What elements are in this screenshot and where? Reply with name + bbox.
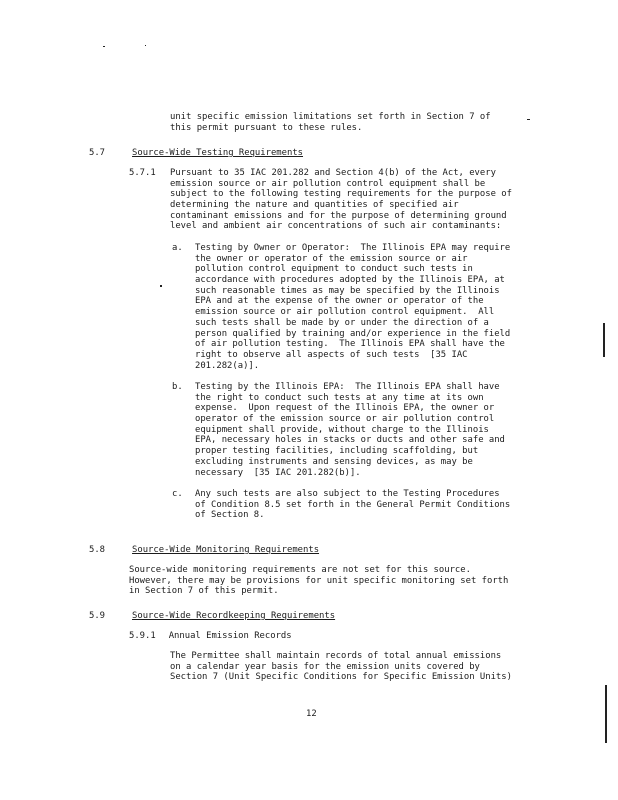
section-number: 5.8	[89, 545, 106, 555]
subsection-number: 5.9.1	[129, 631, 156, 641]
section-5-9-heading	[89, 611, 335, 622]
text-line: accordance with procedures adopted by the Illinois EPA, at	[195, 275, 505, 286]
text-line: Pursuant to 35 IAC 201.282 and Section 4(b) of the Act, every	[170, 168, 496, 178]
text-line: The Permittee shall maintain records of total annual emissions	[170, 651, 502, 661]
text-line: Any such tests are also subject to the Testing Procedures	[195, 489, 500, 499]
text-line: of Section 8.	[195, 510, 265, 521]
text-line: equipment shall provide, without charge to the Illinois	[195, 424, 489, 435]
text-line: the owner or operator of the emission source or air	[195, 253, 468, 264]
text-line: subject to the following testing requirements for the purpose of	[170, 189, 512, 200]
text-line: right to observe all aspects of such tests [35 IAC	[195, 349, 468, 360]
scan-speck	[145, 45, 146, 46]
scan-speck	[103, 46, 105, 47]
text-line: expense. Upon request of the Illinois EPA, the owner or	[195, 403, 495, 414]
text-line: such tests shall be made by or under the direction of a	[195, 317, 489, 328]
text-line: 201.282(a)].	[195, 360, 260, 371]
text-line: proper testing facilities, including scaffolding, but	[195, 446, 479, 457]
text-line: Source-wide monitoring requirements are not set for this source.	[129, 565, 471, 575]
section-title: Source-Wide Recordkeeping Requirements	[132, 611, 336, 621]
text-line: operator of the emission source or air pollution control	[195, 414, 495, 425]
list-item-b-body	[195, 382, 505, 478]
text-line: EPA and at the expense of the owner or operator of the	[195, 296, 484, 307]
text-line: of air pollution testing. The Illinois EPA shall have the	[195, 339, 505, 350]
text-line: emission source or air pollution control equipment. All	[195, 307, 495, 318]
text-line: this permit pursuant to these rules.	[170, 122, 363, 133]
section-5-8-heading	[89, 545, 319, 556]
list-item-c-body	[195, 489, 510, 521]
text-line: necessary [35 IAC 201.282(b)].	[195, 467, 361, 478]
scan-margin-mark	[603, 323, 605, 357]
subsection-number: 5.7.1	[129, 168, 156, 178]
list-item-a-body	[195, 243, 510, 371]
scan-speck	[527, 119, 530, 120]
text-line: in Section 7 of this permit.	[129, 586, 279, 597]
text-line: level and ambient air concentrations of such air contaminants:	[170, 221, 502, 232]
subsection-5-7-1-body	[170, 168, 512, 232]
intro-paragraph	[170, 112, 491, 133]
text-line: emission source or air pollution control equipment shall be	[170, 178, 486, 189]
text-line: contaminant emissions and for the purpose of determining ground	[170, 210, 507, 221]
text-line: such reasonable times as may be specified by the Illinois	[195, 285, 500, 296]
list-item-label: c.	[172, 489, 183, 499]
subsection-5-9-1-heading	[129, 631, 292, 642]
text-line: the right to conduct such tests at any time at its own	[195, 392, 484, 403]
scan-margin-mark	[605, 685, 607, 743]
text-line: EPA, necessary holes in stacks or ducts and other safe and	[195, 435, 505, 446]
text-line: Testing by the Illinois EPA: The Illinois EPA shall have	[195, 382, 500, 392]
section-title: Source-Wide Testing Requirements	[132, 148, 304, 158]
text-line: excluding instruments and sensing devices, as may be	[195, 456, 473, 467]
list-item-label: b.	[172, 382, 183, 392]
section-title: Source-Wide Monitoring Requirements	[132, 545, 320, 555]
text-line: However, there may be provisions for unit specific monitoring set forth	[129, 575, 509, 586]
text-line: person qualified by training and/or experience in the field	[195, 328, 511, 339]
subsection-title: Annual Emission Records	[168, 631, 292, 641]
text-line: determining the nature and quantities of specified air	[170, 200, 459, 211]
text-line: unit specific emission limitations set forth in Section 7 of	[170, 112, 491, 122]
text-line: of Condition 8.5 set forth in the General Permit Conditions	[195, 499, 511, 510]
page-number: 12	[306, 709, 317, 719]
text-line: on a calendar year basis for the emission units covered by	[170, 661, 480, 672]
text-line: pollution control equipment to conduct such tests in	[195, 264, 473, 275]
text-line: Testing by Owner or Operator: The Illinois EPA may require	[195, 243, 511, 253]
subsection-5-9-1-body	[170, 651, 512, 683]
text-line: Section 7 (Unit Specific Conditions for Specific Emission Units)	[170, 672, 512, 683]
section-5-8-body	[129, 565, 508, 597]
list-item-label: a.	[172, 243, 183, 253]
scan-speck	[160, 285, 162, 287]
section-number: 5.9	[89, 611, 106, 621]
section-number: 5.7	[89, 148, 106, 158]
section-5-7-heading	[89, 148, 303, 159]
